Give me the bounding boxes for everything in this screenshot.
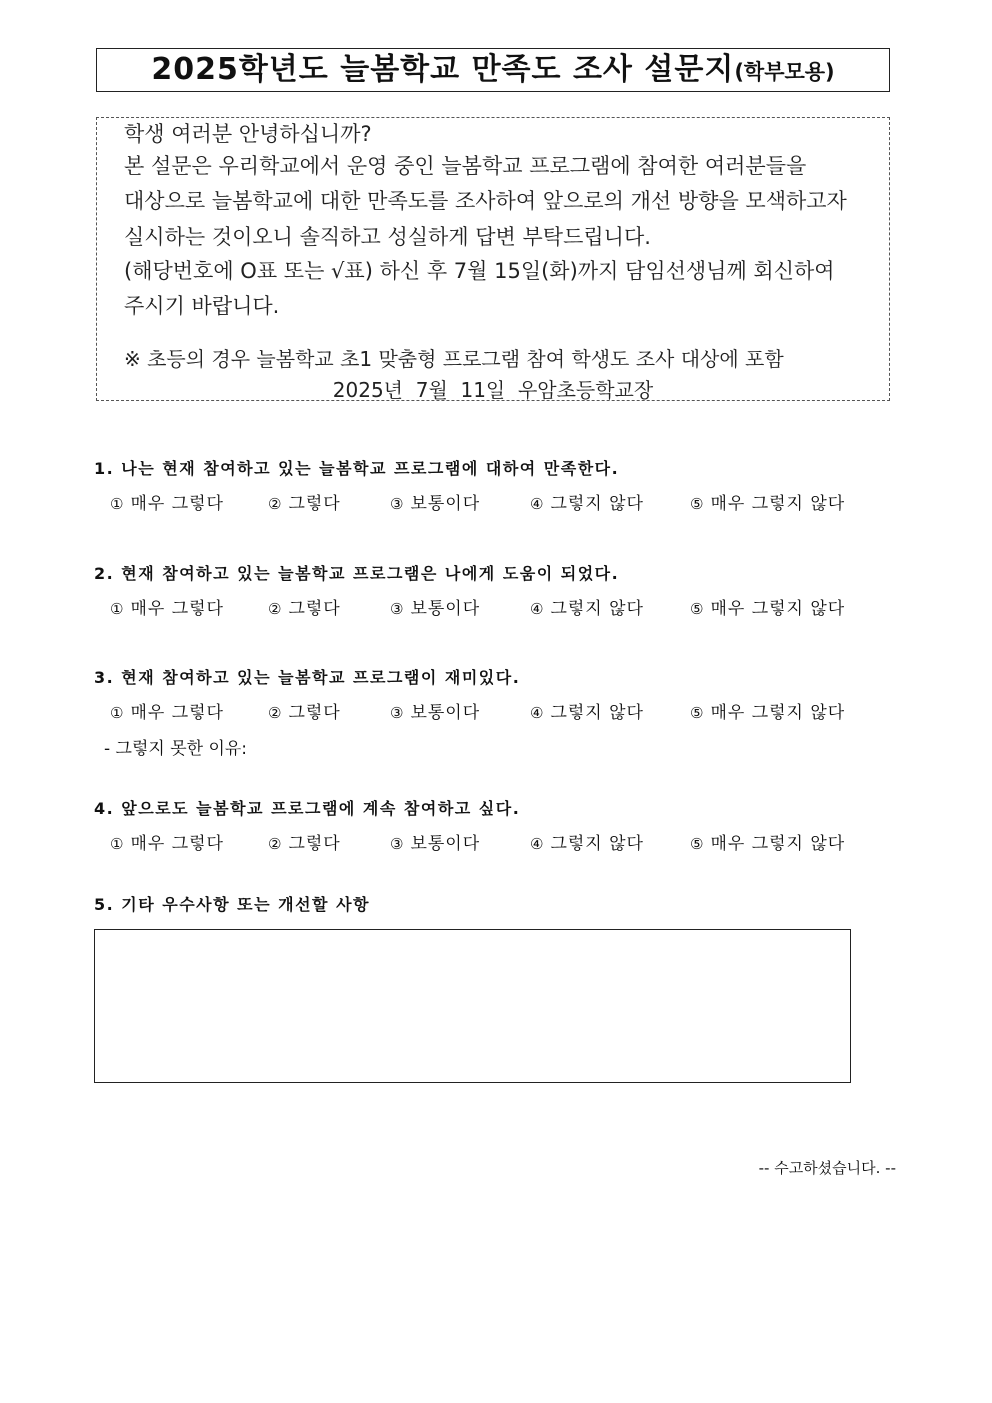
option-1[interactable]: [110, 698, 224, 723]
option-label: 그렇지 않다: [550, 703, 644, 723]
option-3[interactable]: [390, 594, 480, 619]
option-label: 매우 그렇다: [130, 599, 224, 619]
option-number: ③: [390, 495, 405, 513]
option-number: ②: [268, 600, 283, 618]
intro-line: 학생 여러분 안녕하십니까?: [124, 122, 372, 146]
page-title: 2025학년도 늘봄학교 만족도 조사 설문지: [151, 52, 735, 87]
question-3-options: [110, 698, 870, 722]
option-3[interactable]: [390, 489, 480, 514]
option-number: ①: [110, 495, 125, 513]
question-4-title: 4. 앞으로도 늘봄학교 프로그램에 계속 참여하고 싶다.: [94, 799, 521, 818]
option-label: 보통이다: [410, 599, 481, 619]
option-number: ④: [530, 835, 545, 853]
option-number: ①: [110, 835, 125, 853]
question-4-options: [110, 829, 870, 853]
option-2[interactable]: [268, 829, 341, 854]
option-label: 매우 그렇지 않다: [710, 703, 846, 723]
option-label: 그렇다: [288, 599, 341, 619]
option-3[interactable]: [390, 829, 480, 854]
option-2[interactable]: [268, 489, 341, 514]
option-3[interactable]: [390, 698, 480, 723]
closing-text: -- 수고하셨습니다. --: [758, 1159, 896, 1177]
intro-line: 대상으로 늘봄학교에 대한 만족도를 조사하여 앞으로의 개선 방향을 모색하고자: [124, 189, 847, 213]
option-number: ②: [268, 495, 283, 513]
question-2-options: [110, 594, 870, 618]
option-label: 매우 그렇지 않다: [710, 494, 846, 514]
option-2[interactable]: [268, 698, 341, 723]
option-label: 그렇다: [288, 834, 341, 854]
option-number: ④: [530, 704, 545, 722]
option-label: 그렇다: [288, 494, 341, 514]
option-5[interactable]: [690, 489, 845, 514]
option-label: 그렇지 않다: [550, 599, 644, 619]
option-label: 그렇지 않다: [550, 494, 644, 514]
option-label: 매우 그렇지 않다: [710, 834, 846, 854]
option-label: 보통이다: [410, 703, 481, 723]
question-1-options: [110, 489, 870, 513]
option-number: ⑤: [690, 600, 705, 618]
option-4[interactable]: [530, 594, 644, 619]
intro-line: 주시기 바랍니다.: [124, 294, 280, 318]
option-label: 매우 그렇다: [130, 834, 224, 854]
option-label: 그렇다: [288, 703, 341, 723]
reason-prompt[interactable]: - 그렇지 못한 이유:: [104, 739, 248, 759]
option-4[interactable]: [530, 489, 644, 514]
option-1[interactable]: [110, 594, 224, 619]
option-1[interactable]: [110, 489, 224, 514]
option-label: 매우 그렇지 않다: [710, 599, 846, 619]
question-5-title: 5. 기타 우수사항 또는 개선할 사항: [94, 895, 370, 914]
option-label: 보통이다: [410, 834, 481, 854]
intro-note: ※ 초등의 경우 늘봄학교 초1 맞춤형 프로그램 참여 학생도 조사 대상에 포함: [124, 347, 784, 371]
option-number: ③: [390, 835, 405, 853]
intro-box: [96, 117, 890, 401]
option-label: 매우 그렇다: [130, 703, 224, 723]
title-box: [96, 48, 890, 92]
option-number: ③: [390, 600, 405, 618]
question-1-title: 1. 나는 현재 참여하고 있는 늘봄학교 프로그램에 대하여 만족한다.: [94, 459, 620, 478]
option-number: ④: [530, 600, 545, 618]
option-5[interactable]: [690, 698, 845, 723]
option-number: ①: [110, 704, 125, 722]
question-2-title: 2. 현재 참여하고 있는 늘봄학교 프로그램은 나에게 도움이 되었다.: [94, 564, 620, 583]
option-1[interactable]: [110, 829, 224, 854]
option-4[interactable]: [530, 829, 644, 854]
option-label: 그렇지 않다: [550, 834, 644, 854]
page-subtitle: (학부모용): [734, 60, 835, 84]
option-number: ②: [268, 704, 283, 722]
free-answer-box[interactable]: [94, 929, 851, 1083]
option-number: ⑤: [690, 495, 705, 513]
intro-line: 실시하는 것이오니 솔직하고 성실하게 답변 부탁드립니다.: [124, 225, 651, 249]
option-number: ③: [390, 704, 405, 722]
option-label: 매우 그렇다: [130, 494, 224, 514]
option-number: ①: [110, 600, 125, 618]
option-label: 보통이다: [410, 494, 481, 514]
date-signature: 2025년 7월 11일 우암초등학교장: [332, 378, 654, 402]
option-4[interactable]: [530, 698, 644, 723]
intro-line: (해당번호에 O표 또는 √표) 하신 후 7월 15일(화)까지 담임선생님께 회신하여: [124, 259, 835, 283]
option-number: ②: [268, 835, 283, 853]
intro-line: 본 설문은 우리학교에서 운영 중인 늘봄학교 프로그램에 참여한 여러분들을: [124, 154, 807, 178]
question-3-title: 3. 현재 참여하고 있는 늘봄학교 프로그램이 재미있다.: [94, 668, 521, 687]
option-number: ⑤: [690, 835, 705, 853]
option-number: ⑤: [690, 704, 705, 722]
option-number: ④: [530, 495, 545, 513]
option-2[interactable]: [268, 594, 341, 619]
option-5[interactable]: [690, 829, 845, 854]
option-5[interactable]: [690, 594, 845, 619]
